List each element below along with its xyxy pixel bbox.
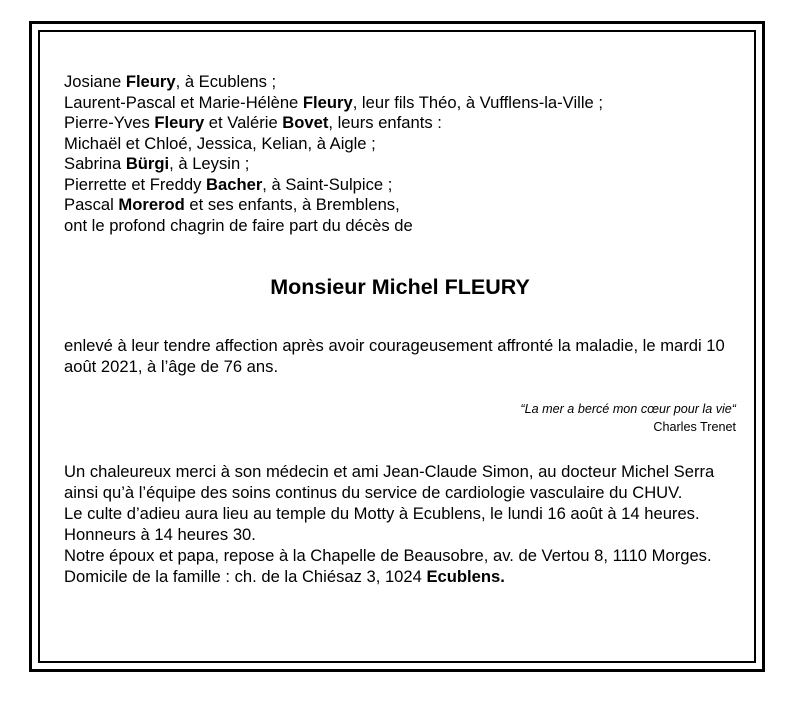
deceased-name-title: Monsieur Michel FLEURY (270, 275, 530, 299)
family-line: Sabrina Bürgi, à Leysin ; (64, 154, 250, 173)
family-line: Josiane Fleury, à Ecublens ; (64, 72, 277, 91)
family-line: Michaël et Chloé, Jessica, Kelian, à Aigle ; (64, 133, 376, 153)
quote-text: “La mer a bercé mon cœur pour la vie“ (520, 402, 736, 416)
family-line: Laurent-Pascal et Marie-Hélène Fleury, leur fils Théo, à Vufflens-la-Ville ; (64, 92, 603, 112)
death-notice-paragraph: enlevé à leur tendre affection après avoir courageusement affronté la maladie, le mardi 10 août 2021, à l’âge de 76 ans. (64, 336, 725, 376)
family-line: Pierrette et Freddy Bacher, à Saint-Sulpice ; (64, 174, 393, 194)
family-line: Pascal Morerod et ses enfants, à Bremblens, (64, 195, 400, 214)
epigraph-quote (520, 400, 736, 436)
thanks-text: Un chaleureux merci à son médecin et ami Jean-Claude Simon, au docteur Michel Serra ainsi qu’à l’équipe des soins continus du service de cardiologie vasculaire du CHUV. (64, 462, 715, 502)
announcement-line: ont le profond chagrin de faire part du décès de (64, 215, 413, 235)
obituary-content (64, 72, 736, 586)
family-list (64, 72, 736, 236)
resting-place-text: Notre époux et papa, repose à la Chapelle de Beausobre, av. de Vertou 8, 1110 Morges. (64, 546, 712, 565)
quote-author: Charles Trenet (653, 420, 736, 434)
ceremony-text: Le culte d’adieu aura lieu au temple du Motty à Ecublens, le lundi 16 août à 14 heures. Honneurs à 14 heures 30. (64, 504, 700, 544)
family-domicile-text: Domicile de la famille : ch. de la Chiésaz 3, 1024 Ecublens. (64, 567, 505, 586)
family-line: Pierre-Yves Fleury et Valérie Bovet, leurs enfants : (64, 113, 442, 132)
closing-paragraph (64, 461, 736, 587)
